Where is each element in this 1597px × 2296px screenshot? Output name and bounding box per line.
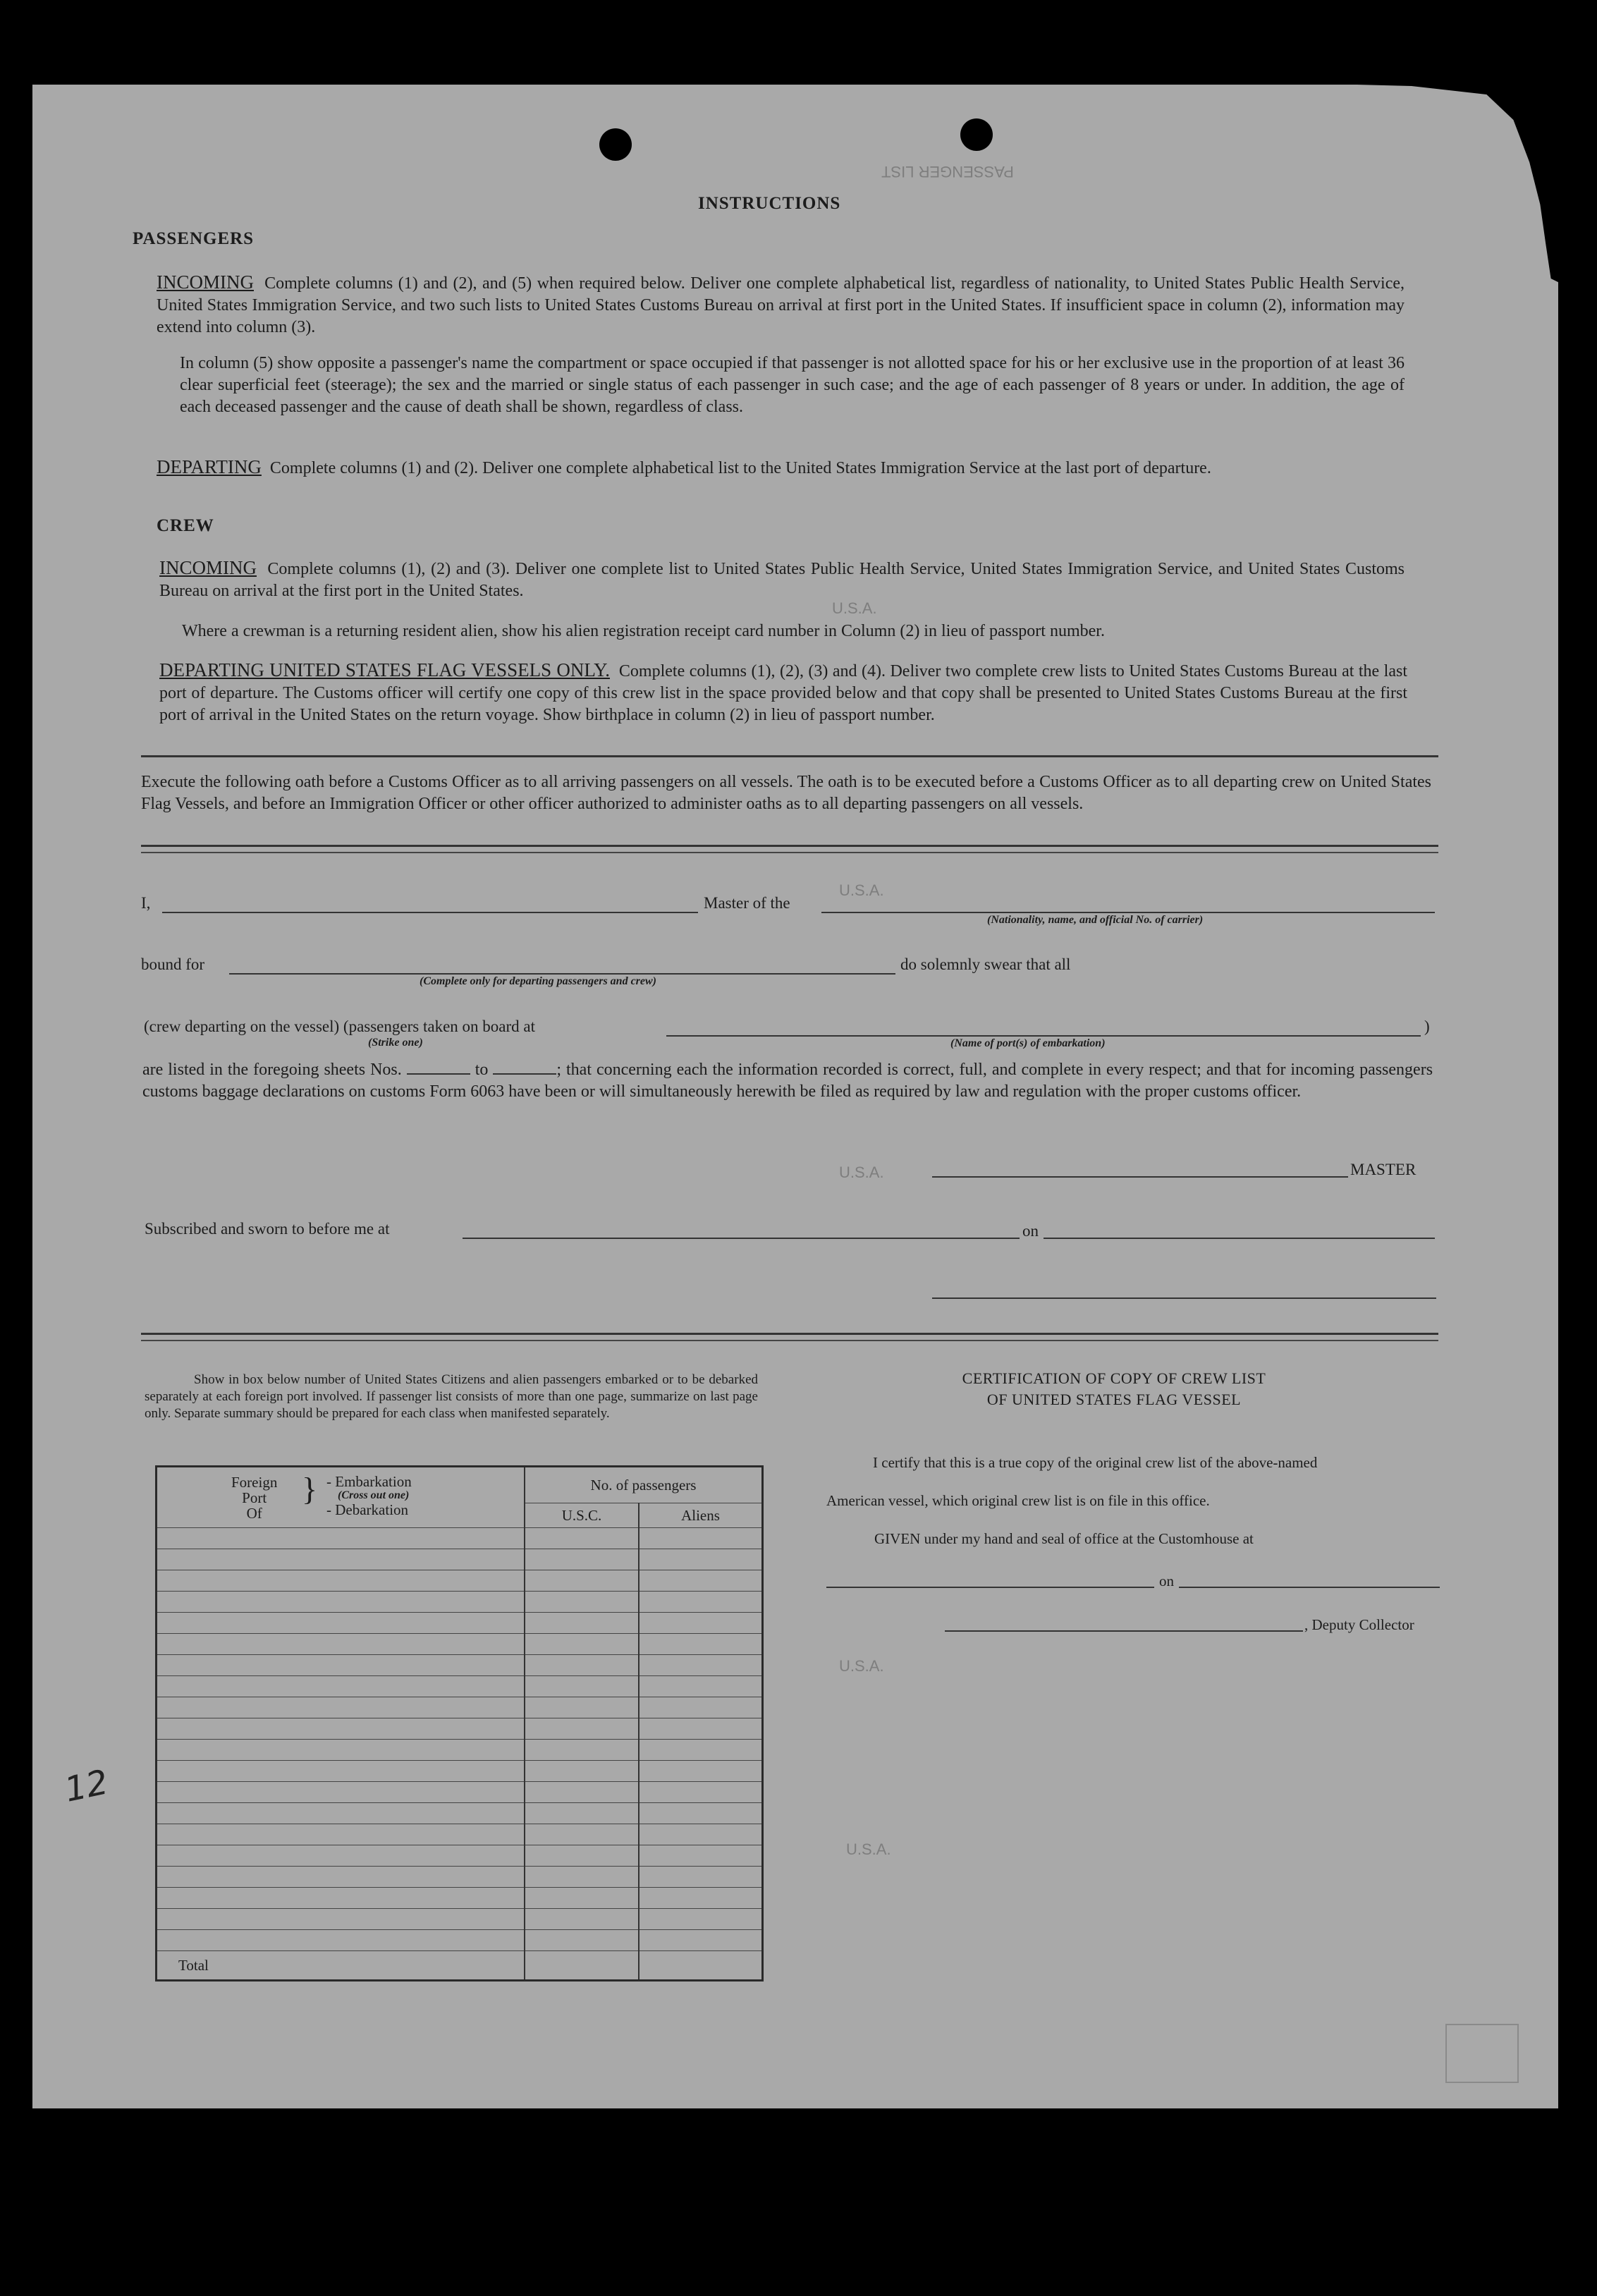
- port-cell[interactable]: [157, 1697, 525, 1718]
- table-row: [157, 1634, 763, 1655]
- aliens-cell[interactable]: [639, 1803, 763, 1824]
- port-caption: (Name of port(s) of embarkation): [950, 1037, 1106, 1049]
- port-cell[interactable]: [157, 1549, 525, 1570]
- usc-cell[interactable]: [525, 1634, 639, 1655]
- port-cell[interactable]: [157, 1761, 525, 1782]
- aliens-cell[interactable]: [639, 1634, 763, 1655]
- usc-cell[interactable]: [525, 1655, 639, 1676]
- handwritten-mark: 12: [61, 1762, 112, 1810]
- aliens-cell[interactable]: [639, 1697, 763, 1718]
- page-title: INSTRUCTIONS: [698, 194, 841, 213]
- bound-for-label: bound for: [141, 955, 205, 973]
- aliens-cell[interactable]: [639, 1528, 763, 1549]
- aliens-cell[interactable]: [639, 1782, 763, 1803]
- port-cell[interactable]: [157, 1845, 525, 1867]
- port-of-embarkation-line[interactable]: [666, 1035, 1421, 1037]
- bleed-through-text: U.S.A.: [839, 1657, 884, 1675]
- faint-page-box: [1445, 2024, 1519, 2083]
- port-cell[interactable]: [157, 1740, 525, 1761]
- port-cell[interactable]: [157, 1867, 525, 1888]
- sworn-place-line[interactable]: [463, 1238, 1020, 1239]
- usc-cell[interactable]: [525, 1740, 639, 1761]
- port-cell[interactable]: [157, 1782, 525, 1803]
- port-cell[interactable]: [157, 1570, 525, 1592]
- bleed-through-text: U.S.A.: [832, 599, 877, 617]
- usc-cell[interactable]: [525, 1782, 639, 1803]
- sheet-to-field[interactable]: [493, 1061, 556, 1075]
- aliens-cell[interactable]: [639, 1740, 763, 1761]
- table-row: [157, 1718, 763, 1740]
- table-row: [157, 1867, 763, 1888]
- usc-cell[interactable]: [525, 1697, 639, 1718]
- passengers-incoming-note: In column (5) show opposite a passenger's name the compartment or space occupied if that passenger is not allotted space for his or her exclusive use in the proportion of at least 36 clear superficial feet (steerage); the sex and the married or single status of each passenger in such case; and the age of each passenger of 8 years or under. In addition, the age of each deceased passenger and the cause of death shall be shown, regardless of class.: [180, 354, 1405, 416]
- customhouse-place-line[interactable]: [826, 1587, 1154, 1588]
- usc-cell[interactable]: [525, 1824, 639, 1845]
- aliens-cell[interactable]: [639, 1592, 763, 1613]
- passengers-departing-block: [157, 456, 1405, 480]
- usc-cell[interactable]: [525, 1549, 639, 1570]
- bleed-through-text: U.S.A.: [839, 1164, 884, 1181]
- section-divider: [141, 845, 1438, 847]
- embarkation-label: - Embarkation: [326, 1473, 412, 1490]
- section-divider: [141, 1333, 1438, 1335]
- usc-cell[interactable]: [525, 1676, 639, 1697]
- aliens-cell[interactable]: [639, 1930, 763, 1951]
- aliens-cell[interactable]: [639, 1718, 763, 1740]
- passengers-incoming-label: INCOMING: [157, 271, 254, 293]
- port-cell[interactable]: [157, 1888, 525, 1909]
- master-signature-label: MASTER: [1350, 1161, 1417, 1178]
- usc-cell[interactable]: [525, 1867, 639, 1888]
- oath-i-label: I,: [141, 894, 151, 912]
- section-divider: [141, 755, 1438, 757]
- crew-heading: CREW: [157, 516, 214, 535]
- oath-intro: Execute the following oath before a Customs Officer as to all arriving passengers on all vessels. The oath is to be executed before a Customs Officer as to all departing crew on United States Flag Vessels, and before an Immigration Officer or other officer authorized to administer oaths as to all departing passengers on all vessels.: [141, 773, 1431, 813]
- passengers-departing-text: Complete columns (1) and (2). Deliver one complete alphabetical list to the United States Immigration Service at the last port of departure.: [269, 459, 1211, 477]
- section-divider: [141, 1340, 1438, 1341]
- oath-statement: [142, 1059, 1433, 1103]
- aliens-cell[interactable]: [639, 1867, 763, 1888]
- debarkation-label: - Debarkation: [326, 1501, 409, 1518]
- usc-cell[interactable]: [525, 1528, 639, 1549]
- total-label: Total: [157, 1951, 525, 1981]
- aliens-cell[interactable]: [639, 1613, 763, 1634]
- officer-signature-line[interactable]: [932, 1297, 1436, 1299]
- port-cell[interactable]: [157, 1676, 525, 1697]
- strike-one-caption: (Strike one): [368, 1037, 423, 1049]
- sheet-from-field[interactable]: [407, 1061, 470, 1075]
- total-row: [157, 1951, 763, 1981]
- nationality-caption: (Nationality, name, and official No. of carrier): [987, 914, 1204, 926]
- aliens-cell[interactable]: [639, 1676, 763, 1697]
- usc-cell[interactable]: [525, 1592, 639, 1613]
- table-row: [157, 1655, 763, 1676]
- port-cell[interactable]: [157, 1613, 525, 1634]
- usc-cell[interactable]: [525, 1845, 639, 1867]
- usc-cell[interactable]: [525, 1909, 639, 1930]
- passengers-heading: PASSENGERS: [133, 229, 255, 248]
- table-row: [157, 1570, 763, 1592]
- table-row: [157, 1592, 763, 1613]
- cross-out-caption: (Cross out one): [338, 1489, 410, 1501]
- port-cell[interactable]: [157, 1930, 525, 1951]
- usc-cell[interactable]: [525, 1930, 639, 1951]
- certification-title: [811, 1368, 1417, 1410]
- port-cell[interactable]: [157, 1634, 525, 1655]
- table-row: [157, 1740, 763, 1761]
- punch-hole-right: [960, 118, 993, 151]
- subscribed-label: Subscribed and sworn to before me at: [145, 1220, 390, 1238]
- usc-header: U.S.C.: [525, 1503, 639, 1528]
- table-row: [157, 1761, 763, 1782]
- solemnly-swear-label: do solemnly swear that all: [900, 955, 1071, 973]
- port-cell[interactable]: [157, 1655, 525, 1676]
- of-label: Of: [246, 1505, 262, 1522]
- certification-date-line[interactable]: [1179, 1587, 1440, 1588]
- table-row: [157, 1845, 763, 1867]
- usc-cell[interactable]: [525, 1613, 639, 1634]
- port-cell[interactable]: [157, 1803, 525, 1824]
- certification-title-line-2: OF UNITED STATES FLAG VESSEL: [986, 1391, 1242, 1408]
- usc-cell[interactable]: [525, 1761, 639, 1782]
- port-cell[interactable]: [157, 1718, 525, 1740]
- listed-to: to: [475, 1061, 489, 1079]
- crew-incoming-block: [159, 557, 1405, 602]
- port-cell[interactable]: [157, 1824, 525, 1845]
- deputy-collector-line[interactable]: [945, 1630, 1303, 1632]
- bleed-through-text: U.S.A.: [839, 881, 884, 899]
- aliens-cell[interactable]: [639, 1570, 763, 1592]
- crew-incoming-text: Complete columns (1), (2) and (3). Deliver one complete list to United States Public Health Service, United States Immigration Service, and United States Customs Bureau on arrival at the first port in the United States.: [159, 560, 1405, 600]
- punch-hole-left: [599, 128, 632, 161]
- aliens-cell[interactable]: [639, 1655, 763, 1676]
- foreign-port-header: [157, 1467, 525, 1528]
- table-row: [157, 1824, 763, 1845]
- table-row: [157, 1528, 763, 1549]
- usc-cell[interactable]: [525, 1803, 639, 1824]
- table-row: [157, 1930, 763, 1951]
- table-row: [157, 1613, 763, 1634]
- table-row: [157, 1888, 763, 1909]
- crew-departing-label: (crew departing on the vessel) (passengers taken on board at: [144, 1018, 535, 1035]
- table-row: [157, 1909, 763, 1930]
- aliens-cell[interactable]: [639, 1549, 763, 1570]
- section-divider: [141, 852, 1438, 853]
- table-row: [157, 1549, 763, 1570]
- deputy-collector-label: , Deputy Collector: [1304, 1616, 1414, 1633]
- port-cell[interactable]: [157, 1592, 525, 1613]
- table-row: [157, 1697, 763, 1718]
- sworn-date-line[interactable]: [1044, 1238, 1435, 1239]
- master-name-line[interactable]: [162, 912, 698, 913]
- port-cell[interactable]: [157, 1909, 525, 1930]
- usc-cell[interactable]: [525, 1570, 639, 1592]
- master-signature-line[interactable]: [932, 1176, 1348, 1178]
- total-usc-cell[interactable]: [525, 1951, 639, 1981]
- master-of-label: Master of the: [704, 894, 790, 912]
- port-cell[interactable]: [157, 1528, 525, 1549]
- passengers-departing-label: DEPARTING: [157, 456, 262, 477]
- certification-on-label: on: [1159, 1573, 1174, 1589]
- aliens-header: Aliens: [639, 1503, 763, 1528]
- passengers-incoming-block: [157, 271, 1405, 338]
- crew-departing-label: DEPARTING UNITED STATES FLAG VESSELS ONLY.: [159, 659, 610, 680]
- crew-departing-block: [159, 659, 1407, 726]
- certification-text-2: American vessel, which original crew list is on file in this office.: [826, 1492, 1210, 1509]
- certification-title-line-1: CERTIFICATION OF COPY OF CREW LIST: [962, 1369, 1266, 1387]
- aliens-cell[interactable]: [639, 1824, 763, 1845]
- certification-text-1: I certify that this is a true copy of the original crew list of the above-named: [873, 1454, 1318, 1471]
- brace-icon: }: [302, 1471, 318, 1507]
- aliens-cell[interactable]: [639, 1888, 763, 1909]
- listed-b: ; that concerning each the information recorded is correct, full, and complete in every respect; and that for incoming passengers customs baggage declarations on customs Form 6063 have been or will simultaneously herewith be filed as required by law and regulation with the proper customs officer.: [142, 1061, 1433, 1101]
- crew-departing-text: Complete columns (1), (2), (3) and (4). Deliver two complete crew lists to United States Customs Bureau at the last port of departure. The Customs officer will certify one copy of this crew list in the space provided below and that copy shall be presented to United States Customs Bureau at the first port of arrival in the United States on the return voyage. Show birthplace in column (2) in lieu of passport number.: [159, 662, 1408, 724]
- sworn-on-label: on: [1022, 1222, 1039, 1240]
- aliens-cell[interactable]: [639, 1761, 763, 1782]
- no-passengers-header: No. of passengers: [525, 1467, 763, 1503]
- aliens-cell[interactable]: [639, 1909, 763, 1930]
- summary-instructions: Show in box below number of United States Citizens and alien passengers embarked or to be debarked separately at each foreign port involved. If passenger list consists of more than one page, summarize on last page only. Separate summary should be prepared for each class when manifested separately.: [145, 1372, 758, 1421]
- total-aliens-cell[interactable]: [639, 1951, 763, 1981]
- table-row: [157, 1803, 763, 1824]
- foreign-label: Foreign: [231, 1474, 278, 1491]
- bound-for-line[interactable]: [229, 973, 895, 975]
- usc-cell[interactable]: [525, 1718, 639, 1740]
- crew-incoming-note: Where a crewman is a returning resident alien, show his alien registration receipt card number in Column (2) in lieu of passport number.: [182, 622, 1105, 640]
- port-label: Port: [242, 1489, 267, 1506]
- bound-for-caption: (Complete only for departing passengers and crew): [420, 975, 656, 987]
- table-row: [157, 1676, 763, 1697]
- crew-incoming-label: INCOMING: [159, 557, 257, 578]
- certification-given: GIVEN under my hand and seal of office at the Customhouse at: [874, 1530, 1254, 1547]
- carrier-line[interactable]: [821, 912, 1435, 913]
- bleed-through-text: PASSENGER LIST: [881, 163, 1014, 181]
- aliens-cell[interactable]: [639, 1845, 763, 1867]
- close-paren: ): [1424, 1018, 1430, 1035]
- table-row: [157, 1782, 763, 1803]
- bleed-through-text: U.S.A.: [846, 1840, 891, 1858]
- passengers-incoming-text: Complete columns (1) and (2), and (5) when required below. Deliver one complete alphabetical list, regardless of nationality, to United States Public Health Service, United States Immigration Service, and two such lists to United States Customs Bureau on arrival at first port in the United States. If insufficient space in column (2), information may extend into column (3).: [157, 274, 1405, 336]
- usc-cell[interactable]: [525, 1888, 639, 1909]
- passenger-summary-table: [155, 1465, 764, 1981]
- listed-a: are listed in the foregoing sheets Nos.: [142, 1061, 402, 1079]
